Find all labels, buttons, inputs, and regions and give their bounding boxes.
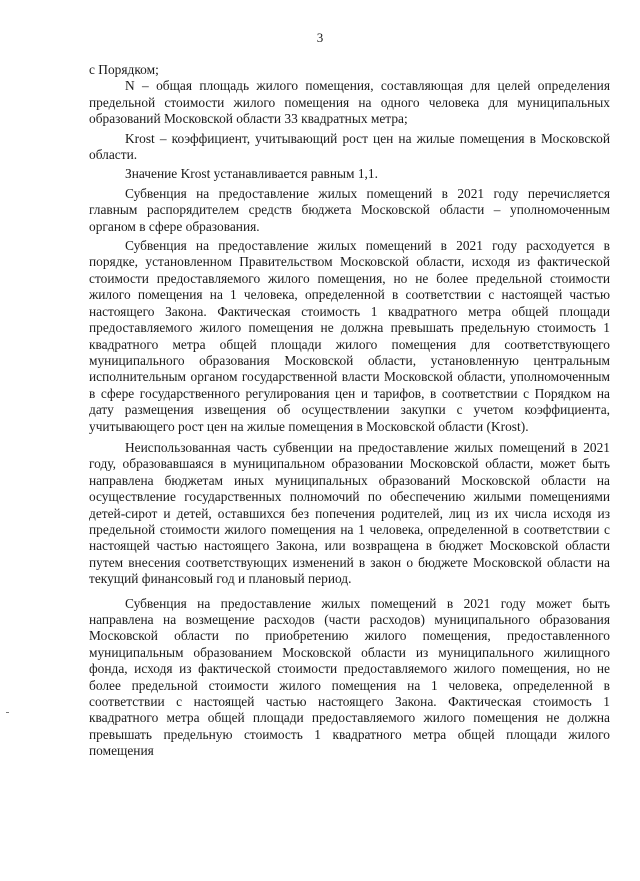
paragraph-4: Значение Krost устанавливается равным 1,1. [125,166,378,182]
paragraph-1: с Порядком; [89,62,159,77]
paragraph-5: Субвенция на предоставление жилых помещений в 2021 году перечисляется главным распорядителем средств бюджета Московской области – уполномоченным органом в сфере образования. [89,185,610,234]
margin-mark [6,712,9,713]
paragraph-3: Krost – коэффициент, учитывающий рост цен на жилые помещения в Московской области. [89,130,610,163]
document-body [89,62,610,760]
paragraph-2: N – общая площадь жилого помещения, составляющая для целей определения предельной стоимости жилого помещения на одного человека для муниципальных образований Московской области 33 квадратных метра; [89,78,610,127]
paragraph-8: Субвенция на предоставление жилых помещений в 2021 году может быть направлена на возмещение расходов (части расходов) муниципального образования Московской области по приобретению жилого помещения, предоставленного муниципальным образованием Московской области из муниципального жилищного фонда, исходя из фактической стоимости предоставляемого жилого помещения, но не более предельной стоимости жилого помещения на 1 человека, определенной в соответствии с настоящей частью настоящего Закона. Фактическая стоимость 1 квадратного метра общей площади предоставляемого жилого помещения не должна превышать предельную стоимость 1 квадратного метра общей площади жилого помещения [89,595,610,759]
paragraph-6: Субвенция на предоставление жилых помещений в 2021 году расходуется в порядке, установленном Правительством Московской области, исходя из фактической стоимости предоставляемого жилого помещения, но не более предельной стоимости жилого помещения на 1 человека, определенной в соответствии с настоящей частью настоящего Закона. Фактическая стоимость 1 квадратного метра общей площади предоставляемого жилого помещения не должна превышать предельную стоимость 1 квадратного метра общей площади жилого помещения для соответствующего муниципального образования Московской области, установленную центральным исполнительным органом государственной власти Московской области, уполномоченным в сфере государственного регулирования цен и тарифов, в соответствии с Порядком на дату размещения извещения об осуществлении закупки с учетом коэффициента, учитывающего рост цен на жилые помещения в Московской области (Krost). [89,238,610,434]
page-number: 3 [316,30,324,45]
paragraph-7: Неиспользованная часть субвенции на предоставление жилых помещений в 2021 году, образовавшаяся в муниципальном образовании Московской области, может быть направлена бюджетам иных муниципальных образований Московской области на осуществление государственных полномочий по обеспечению жилыми помещениями детей-сирот и детей, оставшихся без попечения родителей, лиц из их числа исходя из предельной стоимости жилого помещения на 1 человека, определенной в соответствии с настоящей частью настоящего Закона, или возвращена в бюджет Московской области путем внесения соответствующих изменений в закон о бюджете Московской области на текущий финансовый год и плановый период. [89,439,610,587]
